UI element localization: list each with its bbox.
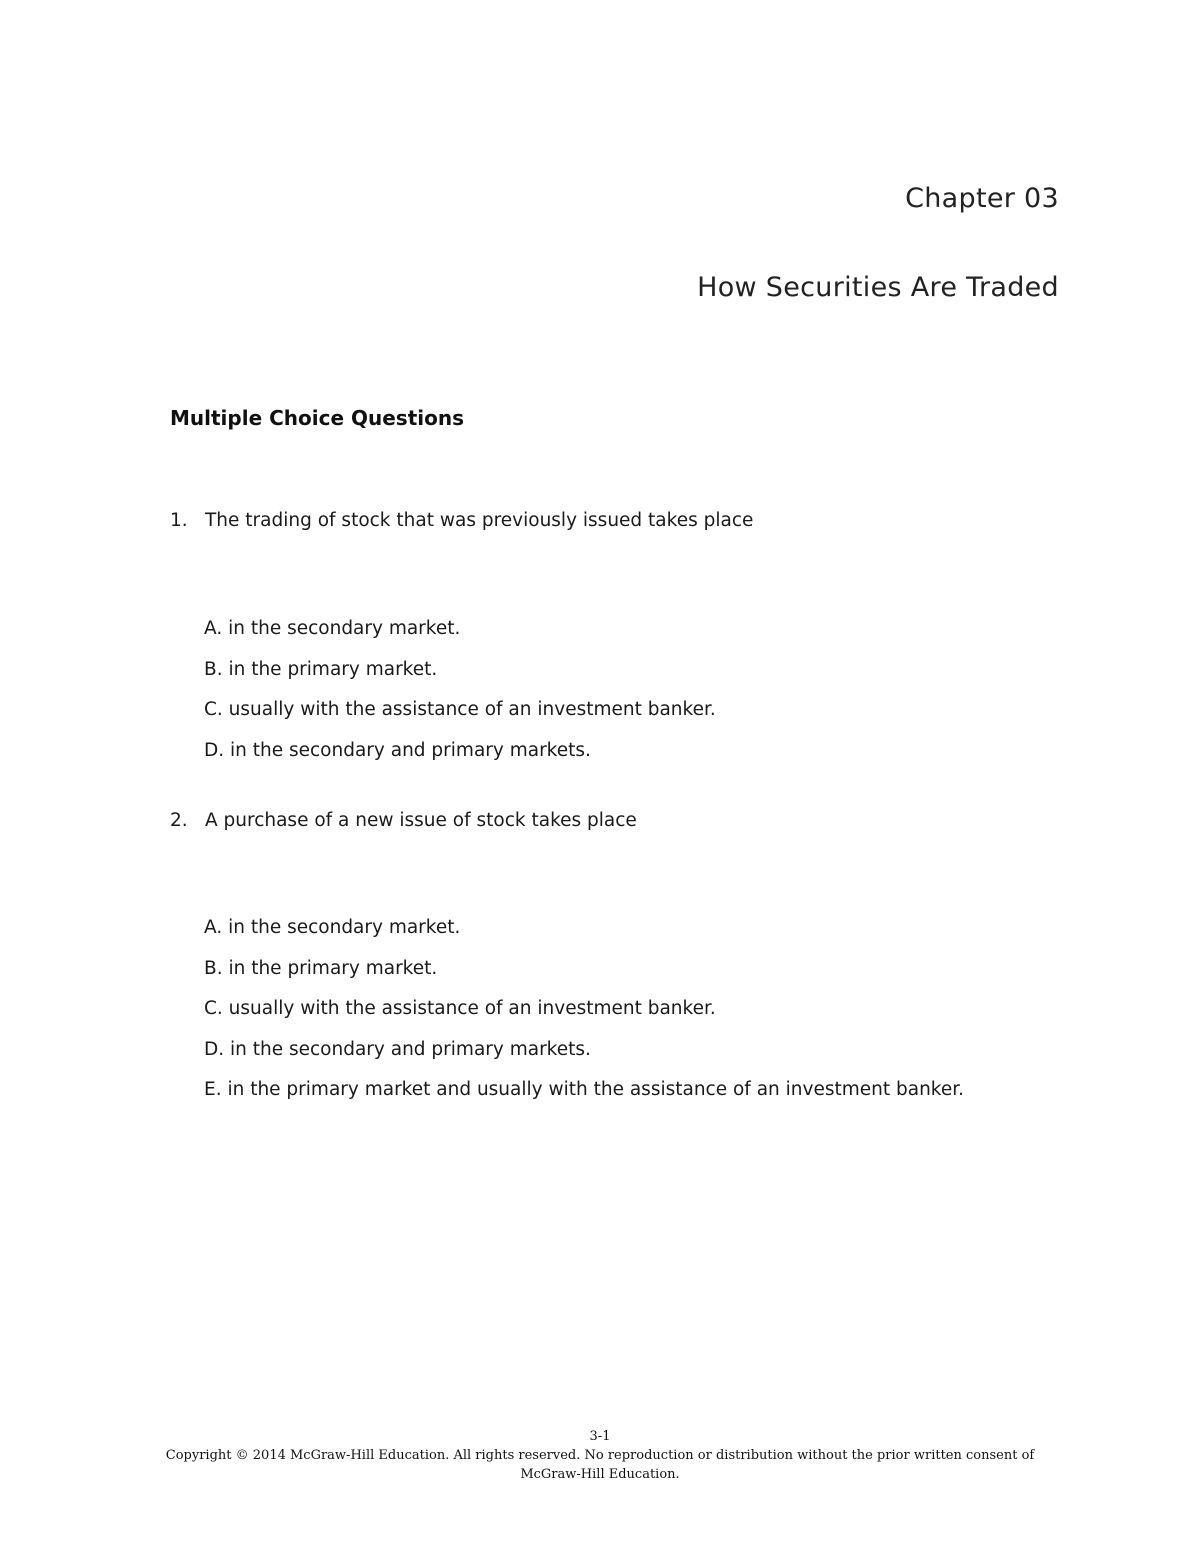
page-number: 3-1: [589, 1429, 611, 1444]
answer-option: B. in the primary market.: [204, 957, 438, 979]
answer-option: D. in the secondary and primary markets.: [204, 739, 591, 761]
copyright-line: Copyright © 2014 McGraw-Hill Education. All rights reserved. No reproduction or distribution without the prior written consent of: [165, 1448, 1035, 1463]
question-number: 1.: [170, 510, 188, 531]
question-text: A purchase of a new issue of stock takes place: [205, 810, 637, 831]
answer-option: A. in the secondary market.: [204, 618, 461, 639]
answer-option: A. in the secondary market.: [204, 917, 461, 938]
copyright-line: McGraw-Hill Education.: [520, 1467, 680, 1482]
page-footer: [0, 1427, 1200, 1484]
question-1: [170, 510, 753, 531]
chapter-number: Chapter 03: [905, 183, 1059, 214]
question-text: The trading of stock that was previously issued takes place: [205, 510, 754, 531]
question-number: 2.: [170, 810, 188, 831]
answer-option: C. usually with the assistance of an investment banker.: [204, 699, 716, 720]
answer-option: E. in the primary market and usually with the assistance of an investment banker.: [204, 1079, 965, 1100]
question-1-options: [204, 618, 716, 780]
question-2: [170, 810, 637, 831]
answer-option: B. in the primary market.: [204, 658, 438, 680]
chapter-title: How Securities Are Traded: [697, 272, 1059, 303]
question-2-options: [204, 917, 964, 1120]
answer-option: D. in the secondary and primary markets.: [204, 1038, 591, 1060]
section-heading: Multiple Choice Questions: [170, 406, 465, 430]
answer-option: C. usually with the assistance of an investment banker.: [204, 998, 716, 1019]
